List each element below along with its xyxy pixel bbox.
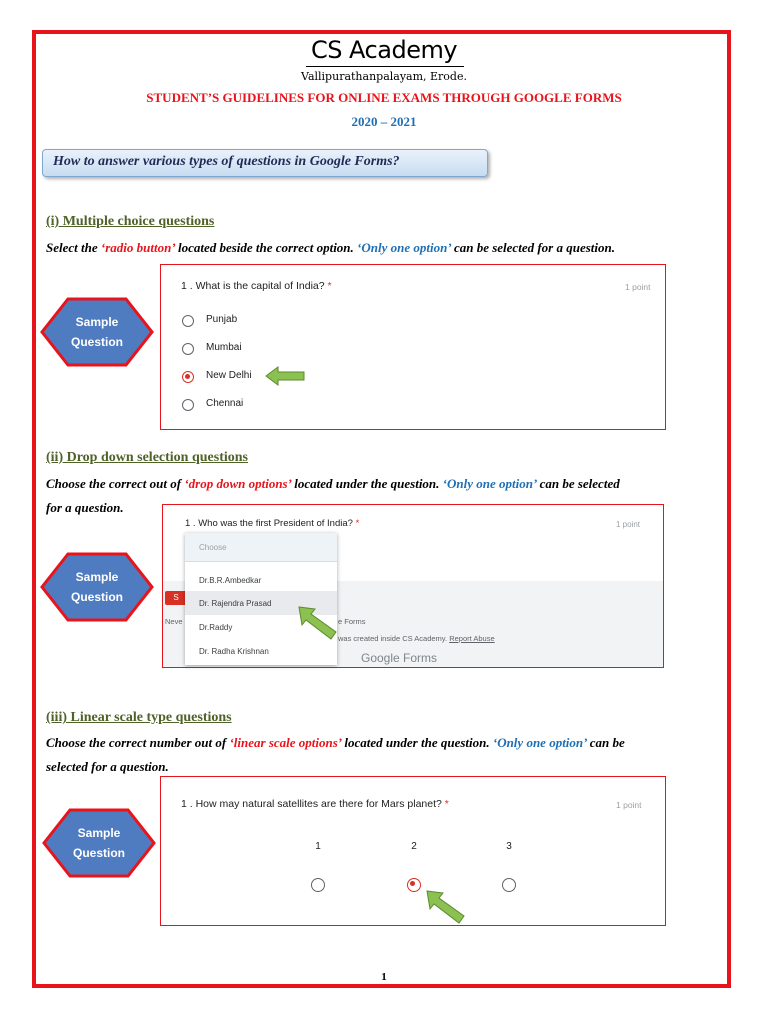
option-new-delhi: New Delhi xyxy=(206,370,252,381)
linear-question-text: 1 . How may natural satellites are there for Mars planet? * xyxy=(181,798,449,810)
mcq-heading: (i) Multiple choice questions xyxy=(46,214,215,229)
mcq-instruction: Select the ‘radio button’ located beside the correct option. ‘Only one option’ can be selected for a question. xyxy=(46,240,615,255)
radio-new-delhi-selected[interactable] xyxy=(182,371,194,383)
footer-forms-text: e Forms xyxy=(338,617,366,626)
radio-mumbai[interactable] xyxy=(182,343,194,355)
scale-radio-1[interactable] xyxy=(311,878,325,892)
linear-question-card xyxy=(160,776,666,926)
pointer-arrow-icon xyxy=(424,888,468,926)
dropdown-question-text: 1 . Who was the first President of India? * xyxy=(185,518,360,529)
footer-never-text: Neve xyxy=(165,617,183,626)
dropdown-option-rajendra-prasad[interactable]: Dr. Rajendra Prasad xyxy=(199,599,272,608)
academy-title: CS Academy xyxy=(310,36,458,64)
scale-label-1: 1 xyxy=(315,841,321,852)
linear-points: 1 point xyxy=(616,800,642,810)
dropdown-option-ambedkar[interactable]: Dr.B.R.Ambedkar xyxy=(199,576,262,585)
mcq-question-text: 1 . What is the capital of India? * xyxy=(181,280,332,292)
linear-instruction-cont: selected for a question. xyxy=(46,759,169,774)
scale-label-2: 2 xyxy=(411,841,417,852)
pointer-arrow-icon xyxy=(264,366,306,386)
sample-question-badge: Sample Question xyxy=(40,297,154,367)
radio-punjab[interactable] xyxy=(182,315,194,327)
radio-chennai[interactable] xyxy=(182,399,194,411)
dropdown-option-raddy[interactable]: Dr.Raddy xyxy=(199,623,233,632)
dropdown-option-radha-krishnan[interactable]: Dr. Radha Krishnan xyxy=(199,647,269,656)
option-punjab: Punjab xyxy=(206,314,238,325)
guidelines-heading: STUDENT’S GUIDELINES FOR ONLINE EXAMS THROUGH GOOGLE FORMS xyxy=(146,90,622,105)
scale-radio-3[interactable] xyxy=(502,878,516,892)
dropdown-question-card xyxy=(162,504,664,668)
submit-button[interactable]: S xyxy=(165,591,187,605)
linear-instruction: Choose the correct number out of ‘linear scale options’ located under the question. ‘Only one option’ can be xyxy=(46,735,625,750)
report-abuse-link[interactable]: Report Abuse xyxy=(449,634,495,643)
sample-question-badge: Sample Question xyxy=(42,808,156,878)
mcq-points: 1 point xyxy=(625,282,651,292)
dropdown-points: 1 point xyxy=(616,520,641,529)
option-mumbai: Mumbai xyxy=(206,342,242,353)
pointer-arrow-icon xyxy=(296,604,340,642)
option-chennai: Chennai xyxy=(206,398,244,409)
scale-label-3: 3 xyxy=(506,841,512,852)
mcq-question-card xyxy=(160,264,666,430)
academy-location: Vallipurathanpalayam, Erode. xyxy=(301,70,467,83)
dropdown-placeholder: Choose xyxy=(199,543,227,552)
linear-heading: (iii) Linear scale type questions xyxy=(46,710,232,725)
sample-question-badge: Sample Question xyxy=(40,552,154,622)
dropdown-instruction-cont: for a question. xyxy=(46,500,124,515)
dropdown-heading: (ii) Drop down selection questions xyxy=(46,450,248,465)
dropdown-instruction: Choose the correct out of ‘drop down options’ located under the question. ‘Only one option’ can be selected xyxy=(46,476,620,491)
academic-year: 2020 – 2021 xyxy=(351,114,417,129)
google-forms-logo: Google Forms xyxy=(361,651,438,665)
how-to-banner: How to answer various types of questions in Google Forms? xyxy=(42,149,488,177)
footer-created-text: was created inside CS Academy. Report Abuse xyxy=(338,634,495,643)
title-underline xyxy=(306,66,464,67)
dropdown-menu[interactable] xyxy=(185,533,337,665)
scale-radio-2-selected[interactable] xyxy=(407,878,421,892)
page-number: 1 xyxy=(381,971,387,983)
